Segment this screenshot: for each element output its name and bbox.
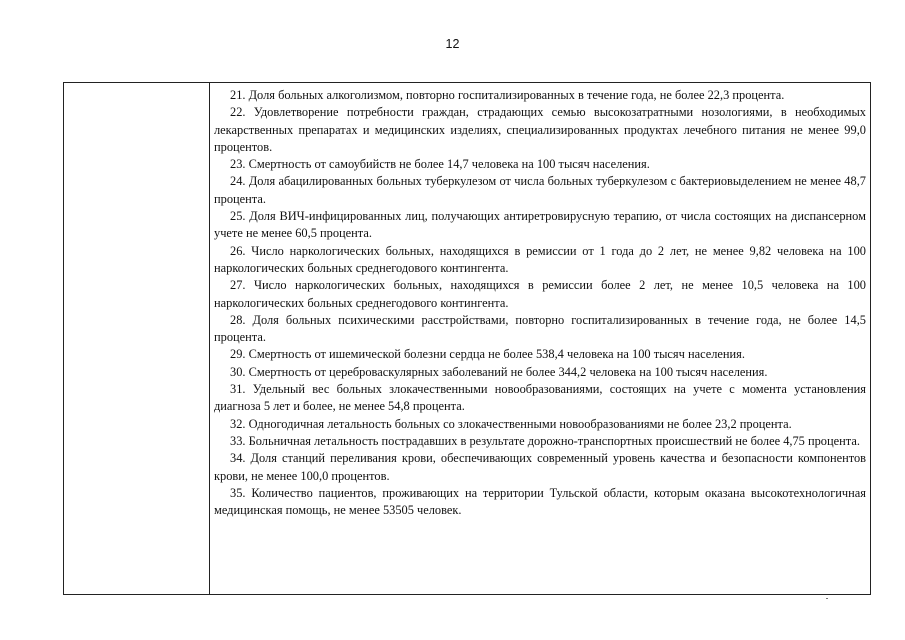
indicator-item [214, 156, 866, 173]
indicator-text: Больничная летальность пострадавших в результате дорожно-транспортных происшествий не более 4,75 процента. [248, 433, 860, 448]
indicator-item [214, 364, 866, 381]
indicator-number: 31. [230, 382, 246, 397]
indicator-item [214, 450, 866, 485]
indicator-text: Одногодичная летальность больных со злокачественными новообразованиями не более 23,2 процента. [248, 416, 792, 431]
indicator-text: Удельный вес больных злокачественными новообразованиями, состоящих на учете с момента установления диагноза 5 лет и более, не менее 54,8 процента. [214, 382, 866, 414]
indicator-number: 23. [230, 157, 246, 172]
indicator-list [210, 83, 870, 594]
indicator-number: 35. [230, 485, 246, 500]
indicator-text: Число наркологических больных, находящихся в ремиссии от 1 года до 2 лет, не менее 9,82 человека на 100 наркологических больных среднегодового контингента. [214, 243, 866, 275]
indicator-item [214, 243, 866, 278]
indicator-number: 25. [230, 209, 246, 224]
indicator-text: Смертность от ишемической болезни сердца не более 538,4 человека на 100 тысяч населения. [248, 347, 745, 362]
indicator-item [214, 381, 866, 416]
left-empty-cell [64, 83, 210, 594]
indicator-item [214, 173, 866, 208]
page-number: 12 [445, 37, 460, 51]
indicator-item [214, 104, 866, 156]
indicator-table [63, 82, 871, 595]
indicator-item [214, 346, 866, 363]
indicator-item [214, 208, 866, 243]
indicator-number: 29. [230, 347, 246, 362]
indicator-item [214, 416, 866, 433]
indicator-text: Доля абацилированных больных туберкулезом от числа больных туберкулезом с бактериовыделением не менее 48,7 процента. [214, 174, 866, 206]
indicator-text: Удовлетворение потребности граждан, страдающих семью высокозатратными нозологиями, в необходимых лекарственных препаратах и медицинских изделиях, специализированных продуктах лечебного питания не менее 99,0 процентов. [214, 105, 866, 154]
indicator-number: 30. [230, 364, 246, 379]
indicator-number: 34. [230, 451, 246, 466]
indicator-text: Число наркологических больных, находящихся в ремиссии более 2 лет, не менее 10,5 человека на 100 наркологических больных среднегодового контингента. [214, 278, 866, 310]
scan-speck [826, 598, 828, 599]
indicator-number: 28. [230, 312, 246, 327]
indicator-number: 24. [230, 174, 246, 189]
indicator-item [214, 277, 866, 312]
indicator-number: 32. [230, 416, 246, 431]
indicator-text: Доля больных алкоголизмом, повторно госпитализированных в течение года, не более 22,3 процента. [248, 88, 785, 102]
indicator-text: Количество пациентов, проживающих на территории Тульской области, которым оказана высокотехнологичная медицинская помощь, не менее 53505 человек. [214, 485, 866, 518]
indicator-text: Доля станций переливания крови, обеспечивающих современный уровень качества и безопасности компонентов крови, не менее 100,0 процентов. [214, 451, 866, 483]
indicator-text: Доля ВИЧ-инфицированных лиц, получающих антиретровирусную терапию, от числа состоящих на диспансерном учете не менее 60,5 процента. [214, 209, 866, 241]
indicator-number: 26. [230, 243, 246, 258]
indicator-number: 21. [230, 88, 246, 102]
indicator-text: Доля больных психическими расстройствами, повторно госпитализированных в течение года, не более 14,5 процента. [214, 312, 866, 345]
indicator-item [214, 87, 866, 104]
indicator-number: 33. [230, 433, 246, 448]
indicator-text: Смертность от самоубийств не более 14,7 человека на 100 тысяч населения. [248, 157, 650, 172]
indicator-item [214, 433, 866, 450]
indicator-number: 27. [230, 278, 246, 293]
indicator-text: Смертность от цереброваскулярных заболеваний не более 344,2 человека на 100 тысяч населения. [248, 364, 768, 379]
indicator-item [214, 312, 866, 347]
indicator-item [214, 485, 866, 520]
indicator-number: 22. [230, 105, 246, 120]
